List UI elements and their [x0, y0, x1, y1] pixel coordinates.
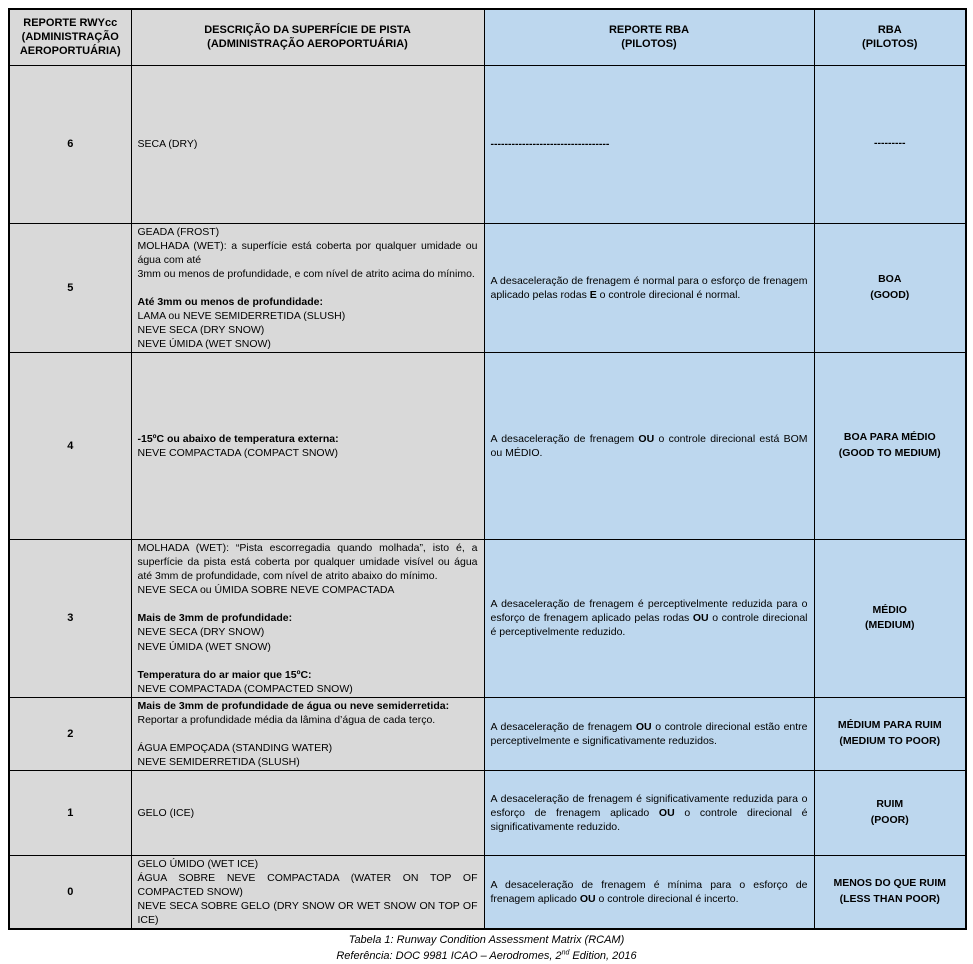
rba-value-cell: BOA (GOOD) — [814, 223, 966, 353]
table-row — [9, 223, 966, 353]
surface-description-cell: Mais de 3mm de profundidade de água ou neve semiderretida: Reportar a profundidade média da lâmina d’água de cada terço. ÁGUA EMPOÇADA (STANDING WATER) NEVE SEMIDERRETIDA (SLUSH) — [131, 697, 484, 770]
table-caption — [8, 933, 965, 964]
rba-report-cell: A desaceleração de frenagem é mínima para o esforço de frenagem aplicado OU o controle direcional é incerto. — [484, 856, 814, 930]
surface-description-cell: -15ºC ou abaixo de temperatura externa: NEVE COMPACTADA (COMPACT SNOW) — [131, 353, 484, 540]
header-rba: RBA (PILOTOS) — [814, 9, 966, 65]
surface-description-cell: GELO ÚMIDO (WET ICE) ÁGUA SOBRE NEVE COMPACTADA (WATER ON TOP OF COMPACTED SNOW) NEVE SECA SOBRE GELO (DRY SNOW OR WET SNOW ON TOP OF ICE) — [131, 856, 484, 930]
rba-report-cell: A desaceleração de frenagem é significativamente reduzida para o esforço de frenagem aplicado OU o controle direcional é significativamente reduzido. — [484, 771, 814, 856]
rcam-table-body — [9, 65, 966, 929]
header-row — [9, 9, 966, 65]
table-row — [9, 65, 966, 223]
rba-report-cell: ---------------------------------- — [484, 65, 814, 223]
rwycc-code-cell: 3 — [9, 540, 131, 698]
rwycc-code-cell: 6 — [9, 65, 131, 223]
rba-value-cell: --------- — [814, 65, 966, 223]
rwycc-code-cell: 4 — [9, 353, 131, 540]
table-row — [9, 353, 966, 540]
table-row — [9, 540, 966, 698]
table-row — [9, 697, 966, 770]
rba-report-cell: A desaceleração de frenagem OU o controle direcional está BOM ou MÉDIO. — [484, 353, 814, 540]
rba-report-cell: A desaceleração de frenagem é normal para o esforço de frenagem aplicado pelas rodas E o controle direcional é normal. — [484, 223, 814, 353]
surface-description-cell: MOLHADA (WET): “Pista escorregadia quando molhada”, isto é, a superfície da pista está coberta por qualquer umidade visível ou água até 3mm de profundidade, com nível de atrito abaixo do mínimo. NEVE SECA ou ÚMIDA SOBRE NEVE COMPACTADA Mais de 3mm de profundidade: NEVE SECA (DRY SNOW) NEVE ÚMIDA (WET SNOW) Temperatura do ar maior que 15ºC: NEVE COMPACTADA (COMPACTED SNOW) — [131, 540, 484, 698]
rba-value-cell: BOA PARA MÉDIO (GOOD TO MEDIUM) — [814, 353, 966, 540]
rwycc-code-cell: 2 — [9, 697, 131, 770]
surface-description-cell: GEADA (FROST) MOLHADA (WET): a superfície está coberta por qualquer umidade ou água com até 3mm ou menos de profundidade, e com nível de atrito acima do mínimo. Até 3mm ou menos de profundidade: LAMA ou NEVE SEMIDERRETIDA (SLUSH) NEVE SECA (DRY SNOW) NEVE ÚMIDA (WET SNOW) — [131, 223, 484, 353]
rwycc-code-cell: 5 — [9, 223, 131, 353]
rba-value-cell: RUIM (POOR) — [814, 771, 966, 856]
table-row — [9, 856, 966, 930]
rwycc-code-cell: 1 — [9, 771, 131, 856]
table-caption-title: Tabela 1: Runway Condition Assessment Matrix (RCAM) — [348, 934, 625, 947]
header-descricao-superficie: DESCRIÇÃO DA SUPERFÍCIE DE PISTA (ADMINISTRAÇÃO AEROPORTUÁRIA) — [131, 9, 484, 65]
table-row — [9, 771, 966, 856]
header-reporte-rba: REPORTE RBA (PILOTOS) — [484, 9, 814, 65]
table-caption-reference: Referência: DOC 9981 ICAO – Aerodromes, 2nd Edition, 2016 — [336, 949, 637, 962]
header-reporte-rwycc: REPORTE RWYcc (ADMINISTRAÇÃO AEROPORTUÁRIA) — [9, 9, 131, 65]
rba-report-cell: A desaceleração de frenagem OU o controle direcional estão entre perceptivelmente e significativamente reduzidos. — [484, 697, 814, 770]
rcam-table-header — [9, 9, 966, 65]
rcam-table — [8, 8, 967, 930]
rwycc-code-cell: 0 — [9, 856, 131, 930]
surface-description-cell: SECA (DRY) — [131, 65, 484, 223]
rba-value-cell: MÉDIO (MEDIUM) — [814, 540, 966, 698]
rba-value-cell: MENOS DO QUE RUIM (LESS THAN POOR) — [814, 856, 966, 930]
surface-description-cell: GELO (ICE) — [131, 771, 484, 856]
rba-report-cell: A desaceleração de frenagem é perceptivelmente reduzida para o esforço de frenagem aplicado pelas rodas OU o controle direcional é perceptivelmente reduzido. — [484, 540, 814, 698]
rba-value-cell: MÉDIUM PARA RUIM (MEDIUM TO POOR) — [814, 697, 966, 770]
